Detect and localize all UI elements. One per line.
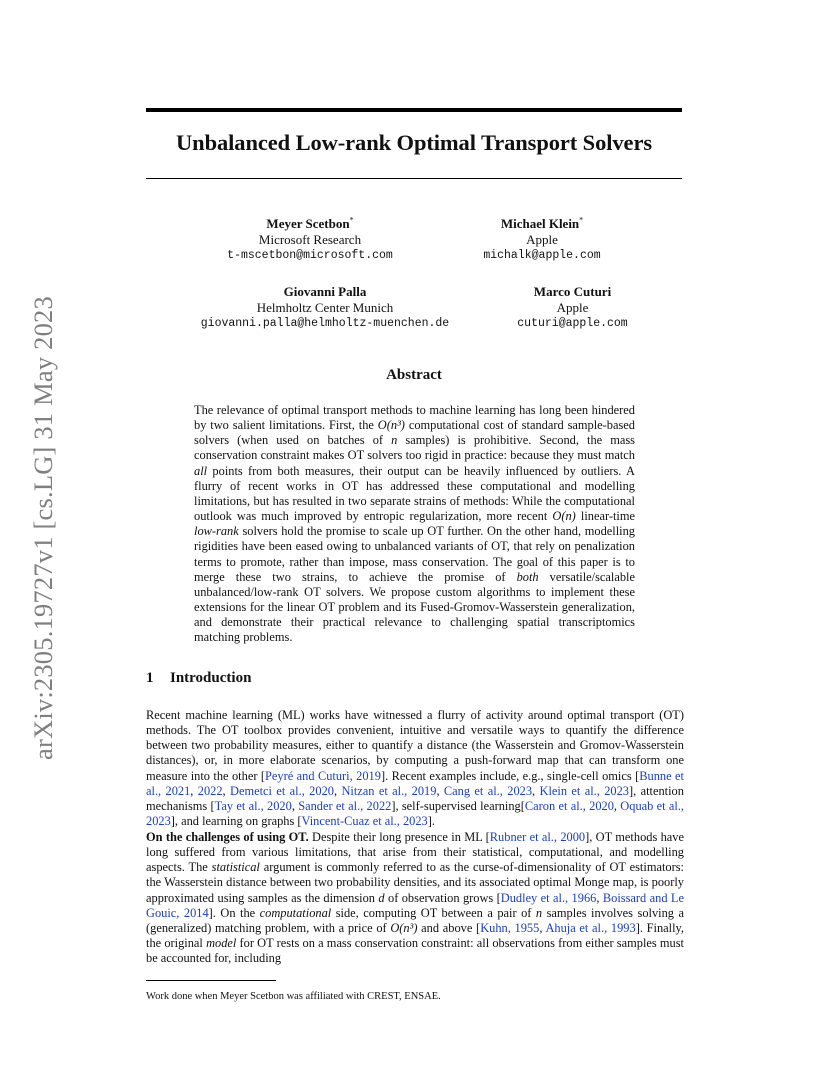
arxiv-stamp: arXiv:2305.19727v1 [cs.LG] 31 May 2023 xyxy=(28,296,58,760)
citation-link[interactable]: Ahuja et al., 1993 xyxy=(545,920,636,935)
footnote-rule xyxy=(146,980,276,981)
paper-title: Unbalanced Low-rank Optimal Transport Solvers xyxy=(176,130,652,155)
author-email: cuturi@apple.com xyxy=(517,317,628,330)
intro-paragraph: Recent machine learning (ML) works have witnessed a flurry of activity around optimal transport (OT) methods. The OT toolbox provides convenient, intuitive and versatile ways to quantify the difference between two probability measures, either to quantify a distance (the Wasserstein and Gromov-Wasserstein distances), or, in more elaborate scenarios, by computing a push-forward map that can transform one measure into the other [Peyré and Cuturi, 2019]. Recent examples include, e.g., single-cell omics [Bunne et al., 2021, 2022, Demetci et al., 2020, Nitzan et al., 2019, Cang et al., 2023, Klein et al., 2023], attention mechanisms [Tay et al., 2020, Sander et al., 2022], self-supervised learning[Caron et al., 2020, Oquab et al., 2023], and learning on graphs [Vincent-Cuaz et al., 2023]. xyxy=(146,708,684,829)
author-email: michalk@apple.com xyxy=(483,249,601,262)
citation-link[interactable]: Rubner et al., 2000 xyxy=(489,830,586,844)
footnote: Work done when Meyer Scetbon was affiliated with CREST, ENSAE. xyxy=(146,991,441,1002)
citation-link[interactable]: Peyré and Cuturi, 2019 xyxy=(265,768,381,783)
citation-link[interactable]: Kuhn, 1955 xyxy=(480,920,540,935)
author-affiliation: Apple xyxy=(556,300,589,315)
author-name: Meyer Scetbon xyxy=(266,216,350,231)
author-email: giovanni.palla@helmholtz-muenchen.de xyxy=(200,317,450,330)
intro-paragraph: On the challenges of using OT. Despite their long presence in ML [Rubner et al., 2000], OT methods have long suffered from various limitations, that arise from their statistical, computational, and modelling aspects. The statistical argument is commonly referred to as the curse-of-dimensionality of OT estimators: the Wasserstein distance between two probability densities, and its associated optimal Monge map, is poorly approximated using samples as the dimension d of observation grows [Dudley et al., 1966, Boissard and Le Gouic, 2014]. On the computational side, computing OT between a pair of n samples involves solving a (generalized) matching problem, with a price of O(n³) and above [Kuhn, 1955, Ahuja et al., 1993]. Finally, the original model for OT rests on a mass conservation constraint: all observations from either samples must be accounted for, including xyxy=(146,830,685,966)
author-affiliation: Helmholtz Center Munich xyxy=(256,300,394,315)
citation-link[interactable]: Demetci et al., 2020 xyxy=(230,783,334,798)
author-block xyxy=(490,284,655,332)
paragraph-lead: On the challenges of using OT. xyxy=(146,830,309,844)
citation-link[interactable]: Bunne et al., 2021 xyxy=(146,768,684,798)
citation-link[interactable]: 2022 xyxy=(197,783,223,798)
equal-contribution-mark: * xyxy=(349,215,354,225)
author-block xyxy=(200,216,420,264)
citation-link[interactable]: Cang et al., 2023 xyxy=(443,783,533,798)
title-top-rule xyxy=(146,108,682,112)
author-name: Giovanni Palla xyxy=(283,284,367,299)
citation-link[interactable]: Tay et al., 2020 xyxy=(214,798,292,813)
author-name: Michael Klein xyxy=(500,216,580,231)
citation-link[interactable]: Boissard and Le Gouic, 2014 xyxy=(146,890,684,920)
author-affiliation: Apple xyxy=(526,232,558,247)
citation-link[interactable]: Klein et al., 2023 xyxy=(539,783,629,798)
section-heading xyxy=(146,670,251,687)
citation-link[interactable]: Dudley et al., 1966 xyxy=(500,890,597,905)
section-number: 1 xyxy=(146,670,154,686)
abstract-heading: Abstract xyxy=(386,367,442,383)
citation-link[interactable]: Nitzan et al., 2019 xyxy=(341,783,437,798)
citation-link[interactable]: Vincent-Cuaz et al., 2023 xyxy=(301,814,428,829)
citation-link[interactable]: Sander et al., 2022 xyxy=(298,798,392,813)
author-affiliation: Microsoft Research xyxy=(258,232,362,247)
author-email: t-mscetbon@microsoft.com xyxy=(227,249,393,262)
author-block xyxy=(180,284,470,332)
equal-contribution-mark: * xyxy=(579,215,584,225)
section-title: Introduction xyxy=(170,670,252,686)
author-name: Marco Cuturi xyxy=(533,284,612,299)
abstract-text: The relevance of optimal transport methods to machine learning has long been hindered by two salient limitations. First, the O(n³) computational cost of standard sample-based solvers (when used on batches of n samples) is prohibitive. Second, the mass conservation constraint makes OT solvers too rigid in practice: because they must match all points from both measures, their output can be heavily influenced by outliers. A flurry of recent works in OT has addressed these computational and modelling limitations, but has resulted in two separate strains of methods: While the computational outlook was much improved by entropic regularization, more recent O(n) linear-time low-rank solvers hold the promise to scale up OT further. On the other hand, modelling rigidities have been eased owing to unbalanced variants of OT, that rely on penalization terms to promote, rather than impose, mass conservation. The goal of this paper is to merge these two strains, to achieve the promise of both versatile/scalable unbalanced/low-rank OT solvers. We propose custom algorithms to implement these extensions for the linear OT problem and its Fused-Gromov-Wasserstein generalization, and demonstrate their practical relevance to challenging spatial transcriptomics matching problems. xyxy=(194,403,636,645)
author-block xyxy=(462,216,622,264)
citation-link[interactable]: Caron et al., 2020 xyxy=(524,798,614,813)
title-bottom-rule xyxy=(146,178,682,179)
citation-link[interactable]: Oquab et al., 2023 xyxy=(146,798,684,829)
